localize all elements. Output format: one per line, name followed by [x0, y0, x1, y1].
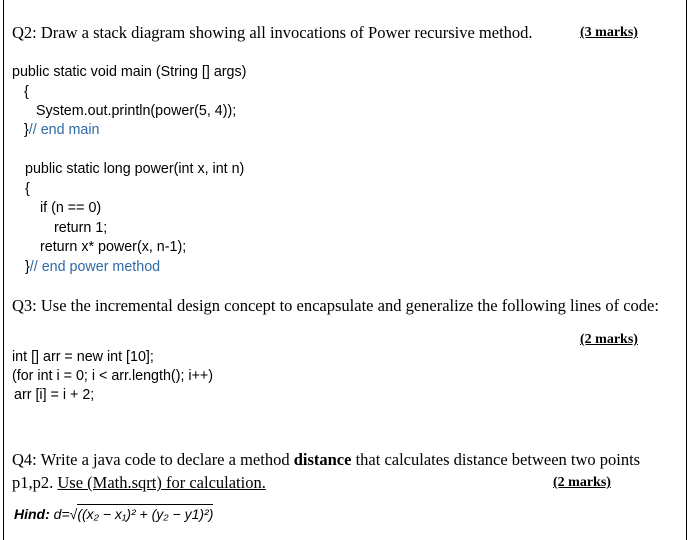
q4-instruction: Use (Math.sqrt) for calculation.	[57, 473, 266, 492]
q2-marks: (3 marks)	[580, 25, 638, 40]
code-line: {	[25, 181, 30, 197]
code-line: System.out.println(power(5, 4));	[36, 103, 237, 119]
code-line: return 1;	[54, 220, 108, 236]
q3-question: Q3: Use the incremental design concept to encapsulate and generalize the following lines of code:	[12, 296, 659, 315]
code-line: int [] arr = new int [10];	[12, 349, 154, 365]
hint-prefix: d=√	[53, 506, 78, 522]
q4-text-before: Q4: Write a java code to declare a method	[12, 450, 294, 469]
code-comment: // end power method	[29, 259, 161, 275]
code-line: {	[24, 84, 29, 100]
q4-question-line2	[12, 473, 266, 493]
hint-formula: ((x₂ − x₁)² + (y₂ − y1)²)	[77, 506, 214, 522]
code-line: return x* power(x, n-1);	[40, 239, 187, 255]
q4-question	[12, 450, 640, 470]
code-line: if (n == 0)	[40, 200, 102, 216]
code-comment: // end main	[28, 122, 100, 138]
q3-marks: (2 marks)	[580, 332, 638, 347]
code-brace: }	[25, 259, 30, 275]
q4-marks: (2 marks)	[553, 475, 611, 490]
code-line: public static void main (String [] args)	[12, 64, 247, 80]
code-line	[25, 259, 160, 275]
code-line: arr [i] = i + 2;	[14, 387, 95, 403]
hint-label: Hind:	[14, 506, 50, 522]
q4-method-name: distance	[293, 450, 352, 469]
code-line	[24, 122, 100, 138]
code-line: (for int i = 0; i < arr.length(); i++)	[12, 368, 214, 384]
code-brace: }	[24, 122, 29, 138]
q2-question: Q2: Draw a stack diagram showing all invocations of Power recursive method.	[12, 23, 533, 42]
q4-text-after: that calculates distance between two points	[351, 450, 641, 469]
hint-line	[14, 506, 213, 522]
q4-points: p1,p2.	[12, 473, 58, 492]
code-line: public static long power(int x, int n)	[25, 161, 245, 177]
